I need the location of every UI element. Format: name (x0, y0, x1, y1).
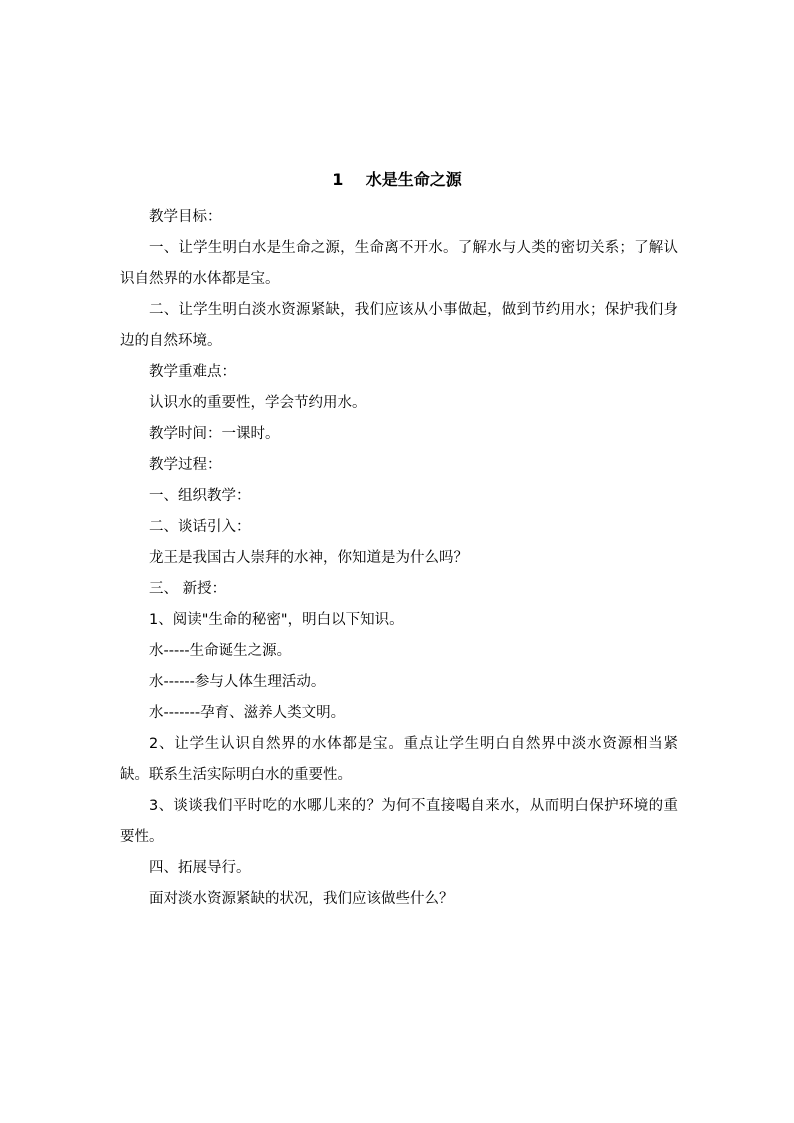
paragraph-objectives-heading: 教学目标： (149, 209, 222, 225)
paragraph-objective-1: 一、让学生明白水是生命之源，生命离不开水。了解水与人类的密切关系；了解认识自然界的水体都是宝。 (120, 240, 678, 287)
paragraph-key-points: 认识水的重要性，学会节约用水。 (149, 395, 367, 411)
paragraph-step-4: 四、拓展导行。 (149, 860, 251, 876)
paragraph-activity-3: 3、谈谈我们平时吃的水哪儿来的？为何不直接喝自来水，从而明白保护环境的重要性。 (120, 798, 678, 845)
paragraph-step-1: 一、组织教学： (149, 488, 251, 504)
document-title: 1 水是生命之源 (332, 170, 462, 189)
paragraph-activity-2: 2、让学生认识自然界的水体都是宝。重点让学生明白自然界中淡水资源相当紧缺。联系生活实际明白水的重要性。 (120, 736, 678, 783)
paragraph-step-2: 二、谈话引入： (149, 519, 251, 535)
paragraph-objective-2: 二、让学生明白淡水资源紧缺，我们应该从小事做起，做到节约用水；保护我们身边的自然环境。 (120, 302, 678, 349)
paragraph-water-point-2: 水------参与人体生理活动。 (149, 674, 326, 690)
document-body (120, 202, 678, 915)
paragraph-process-heading: 教学过程： (149, 457, 222, 473)
paragraph-final-question: 面对淡水资源紧缺的状况，我们应该做些什么？ (149, 891, 454, 907)
paragraph-teaching-time: 教学时间：一课时。 (149, 426, 280, 442)
paragraph-question-dragon-king: 龙王是我国古人崇拜的水神，你知道是为什么吗？ (149, 550, 468, 566)
paragraph-reading: 1、阅读"生命的秘密"，明白以下知识。 (149, 612, 404, 628)
paragraph-step-3: 三、 新授： (149, 581, 227, 597)
paragraph-water-point-1: 水-----生命诞生之源。 (149, 643, 292, 659)
paragraph-water-point-3: 水-------孕育、滋养人类文明。 (149, 705, 346, 721)
paragraph-key-points-heading: 教学重难点： (149, 364, 236, 380)
